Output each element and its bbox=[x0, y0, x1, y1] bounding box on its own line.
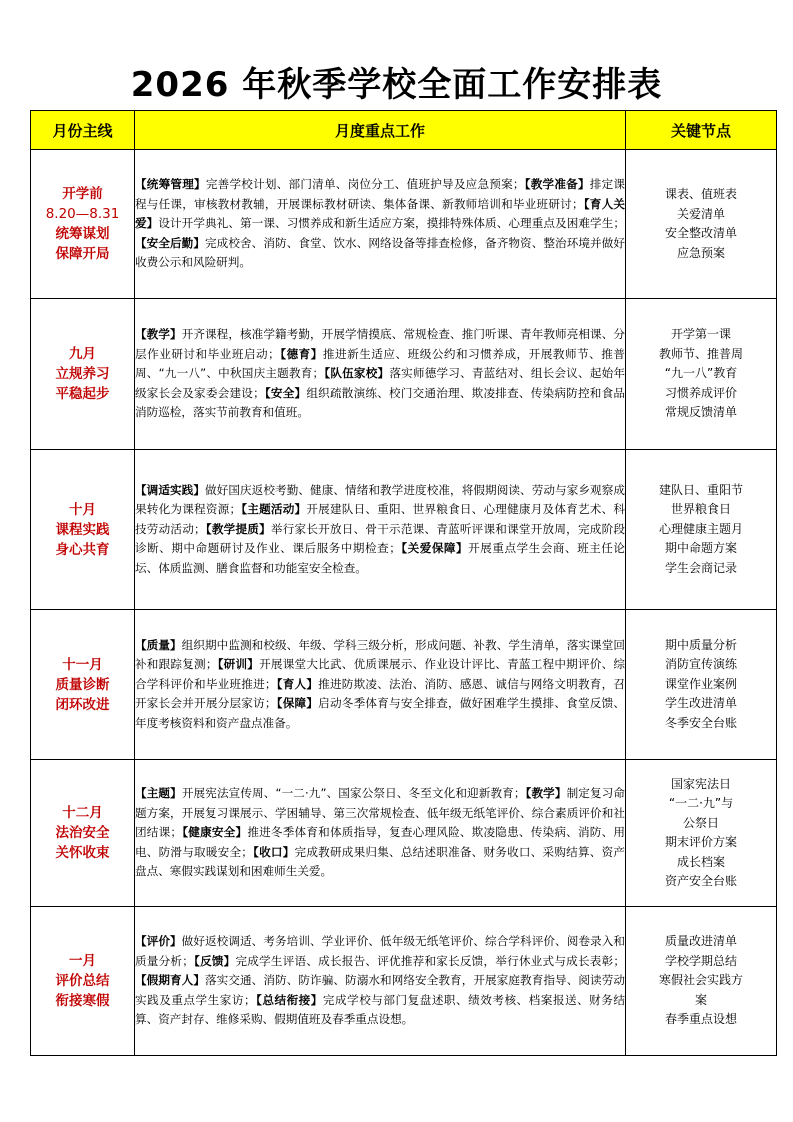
month-line: 衔接寒假 bbox=[55, 993, 110, 1009]
work-text: 做好国庆返校考勤、健康、情绪和教学进度校准，将假期阅读、劳动与家乡观察成果转化为课程资源； bbox=[135, 482, 625, 517]
work-text: 推进冬季体育和体质指导，复查心理风险、欺凌隐患、传染病、消防、用电、防滑与取暖安全； bbox=[135, 825, 625, 859]
key-node: 开学第一课 bbox=[670, 327, 731, 342]
table-row bbox=[31, 299, 777, 450]
work-tag: 【保障】 bbox=[276, 696, 319, 711]
work-tag: 【教学提质】 bbox=[205, 521, 271, 536]
month-line: 8.20—8.31 bbox=[45, 206, 120, 222]
work-tag: 【统筹管理】 bbox=[135, 177, 206, 192]
key-node: 关爱清单 bbox=[676, 206, 725, 221]
key-nodes-cell bbox=[626, 150, 777, 299]
table-row bbox=[31, 450, 777, 610]
month-line: 十二月 bbox=[62, 805, 103, 821]
key-node: 期中质量分析 bbox=[664, 637, 737, 652]
work-tag: 【主题活动】 bbox=[241, 502, 307, 517]
work-tag: 【安全】 bbox=[264, 385, 307, 400]
key-node: 心理健康主题月 bbox=[658, 521, 743, 536]
key-node: 冬季安全台账 bbox=[664, 715, 737, 730]
month-line: 闭环改进 bbox=[55, 696, 110, 713]
work-tag: 【主题】 bbox=[135, 786, 182, 801]
work-text: 落实师德学习、青蓝结对、组长会议、起始年级家长会及家委会建设； bbox=[135, 366, 625, 400]
month-line: 统筹谋划 bbox=[55, 226, 110, 242]
key-nodes-cell bbox=[626, 299, 777, 450]
work-text: 设计开学典礼、第一课、习惯养成和新生适应方案，摸排特殊体质、心理重点及困难学生； bbox=[158, 216, 625, 231]
work-tag: 【育人】 bbox=[276, 676, 319, 691]
key-node: 建队日、重阳节 bbox=[658, 482, 743, 497]
work-text: 落实交通、消防、防诈骗、防溺水和网络安全教育，开展家庭教育指导、阅读劳动实践及重点学生家访； bbox=[135, 973, 625, 1007]
key-node: 课表、值班表 bbox=[664, 187, 737, 201]
work-tag: 【育人关爱】 bbox=[135, 196, 625, 231]
page-title: 2026 年秋季学校全面工作安排表 bbox=[130, 65, 663, 105]
work-text: 推进防欺凌、法治、消防、感恩、诚信与网络文明教育，召开家长会并开展分层家访； bbox=[135, 676, 625, 711]
key-node: 消防宣传演练 bbox=[664, 657, 737, 672]
month-line: 法治安全 bbox=[55, 825, 110, 841]
key-node: 期末评价方案 bbox=[664, 835, 737, 849]
work-text: 开齐课程，核准学籍考勤，开展学情摸底、常规检查、推门听课、青年教师亮相课、分层作业研讨和毕业班启动； bbox=[135, 327, 625, 361]
key-node: 学校学期总结 bbox=[664, 953, 737, 968]
work-text: 完成学校与部门复盘述职、绩效考核、档案报送、财务结算、资产封存、维修采购、假期值班及春季重点设想。 bbox=[135, 992, 625, 1027]
month-line: 课程实践 bbox=[55, 521, 110, 538]
work-cell bbox=[135, 299, 626, 450]
work-text: 组织疏散演练、校门交通治理、欺凌排查、传染病防控和食品消防巡检，落实节前教育和值班。 bbox=[135, 385, 625, 420]
key-nodes-cell bbox=[626, 610, 777, 760]
month-cell bbox=[31, 907, 135, 1056]
table-row bbox=[31, 907, 777, 1056]
key-node: 成长档案 bbox=[676, 854, 725, 869]
key-node: 安全整改清单 bbox=[664, 226, 737, 240]
work-tag: 【研训】 bbox=[217, 657, 260, 672]
header-work: 月度重点工作 bbox=[135, 111, 626, 150]
work-text: 完善学校计划、部门清单、岗位分工、值班护导及应急预案； bbox=[205, 177, 525, 192]
key-node: 公祭日 bbox=[682, 815, 719, 830]
work-text: 做好返校调适、考务培训、学业评价、低年级无纸笔评价、综合学科评价、阅卷录入和质量分析； bbox=[135, 934, 625, 968]
month-cell bbox=[31, 760, 135, 907]
work-cell bbox=[135, 450, 626, 610]
work-tag: 【反馈】 bbox=[193, 953, 236, 968]
work-tag: 【健康安全】 bbox=[182, 825, 248, 840]
work-tag: 【调适实践】 bbox=[135, 482, 206, 497]
work-tag: 【总结衔接】 bbox=[255, 992, 323, 1007]
header-month: 月份主线 bbox=[31, 111, 135, 150]
key-nodes-cell bbox=[626, 907, 777, 1056]
month-line: 保障开局 bbox=[55, 246, 110, 262]
key-node: 习惯养成评价 bbox=[664, 385, 737, 400]
key-node: 期中命题方案 bbox=[664, 541, 737, 556]
header-nodes: 关键节点 bbox=[626, 111, 777, 150]
month-cell bbox=[31, 299, 135, 450]
month-line: 十月 bbox=[69, 501, 96, 518]
key-node: “一二·九”与 bbox=[668, 796, 734, 810]
key-node: 案 bbox=[694, 992, 707, 1007]
work-text: 举行家长开放日、骨干示范课、青蓝听评课和课堂开放周，完成阶段诊断、期中命题研讨及作业、课后服务中期检查； bbox=[135, 521, 625, 556]
work-text: 推进新生适应、班级公约和习惯养成，开展教师节、推普周、“九一八”、中秋国庆主题教育； bbox=[135, 346, 625, 381]
key-node: 资产安全台账 bbox=[664, 874, 737, 888]
month-line: 平稳起步 bbox=[55, 386, 110, 402]
month-line: 评价总结 bbox=[55, 973, 110, 989]
work-text: 制定复习命题方案，开展复习课展示、学困辅导、第三次常规检查、低年级无纸笔评价、综合素质评价和社团结课； bbox=[135, 786, 625, 840]
work-tag: 【安全后勤】 bbox=[135, 235, 206, 250]
month-line: 质量诊断 bbox=[55, 676, 110, 693]
key-node: 常规反馈清单 bbox=[664, 405, 737, 420]
key-nodes-cell bbox=[626, 450, 777, 610]
table-body bbox=[31, 150, 777, 1056]
work-tag: 【假期育人】 bbox=[135, 973, 206, 988]
work-text: 开展重点学生会商、班主任论坛、体质监测、膳食监督和功能室安全检查。 bbox=[135, 541, 625, 575]
month-line: 十一月 bbox=[62, 656, 103, 673]
month-line: 开学前 bbox=[62, 186, 103, 202]
work-tag: 【关爱保障】 bbox=[400, 541, 469, 556]
work-text: 完成学生评语、成长报告、评优推荐和家长反馈，举行休业式与成长表彰； bbox=[235, 953, 625, 968]
work-text: 开展建队日、重阳、世界粮食日、心理健康月及体育艺术、科技劳动活动； bbox=[135, 502, 625, 536]
work-tag: 【质量】 bbox=[135, 637, 182, 652]
work-text: 开展宪法宣传周、“一二·九”、国家公祭日、冬至文化和迎新教育； bbox=[181, 786, 526, 801]
work-text: 排定课程与任课，审核教材教辅，开展课标教材研读、集体备课、新教师培训和毕业班研讨； bbox=[135, 177, 625, 211]
work-plan-table bbox=[30, 110, 777, 1056]
month-line: 关怀收束 bbox=[55, 845, 110, 861]
key-node: 寒假社会实践方 bbox=[658, 973, 743, 988]
month-line: 九月 bbox=[69, 346, 96, 362]
key-node: 教师节、推普周 bbox=[658, 346, 743, 361]
key-node: 学生会商记录 bbox=[664, 560, 737, 575]
work-text: 组织期中监测和校级、年级、学科三级分析，形成问题、补教、学生清单，落实课堂回补和跟踪复测； bbox=[135, 637, 625, 672]
key-node: 质量改进清单 bbox=[664, 934, 737, 949]
work-text: 开展课堂大比武、优质课展示、作业设计评比、青蓝工程中期评价、综合学科评价和毕业班推进； bbox=[135, 657, 625, 691]
key-node: 学生改进清单 bbox=[664, 696, 737, 711]
table-row bbox=[31, 150, 777, 299]
table-row bbox=[31, 610, 777, 760]
work-cell bbox=[135, 610, 626, 760]
work-cell bbox=[135, 150, 626, 299]
month-cell bbox=[31, 150, 135, 299]
work-tag: 【教学】 bbox=[525, 786, 567, 801]
work-tag: 【收口】 bbox=[252, 844, 295, 859]
work-cell bbox=[135, 907, 626, 1056]
work-text: 启动冬季体育与安全排查，做好困难学生摸排、食堂反馈、年度考核资料和资产盘点准备。 bbox=[135, 696, 625, 730]
key-node: 课堂作业案例 bbox=[664, 676, 737, 691]
table-header-row bbox=[31, 111, 777, 150]
month-line: 身心共育 bbox=[55, 541, 110, 558]
work-tag: 【队伍家校】 bbox=[324, 366, 390, 381]
month-cell bbox=[31, 610, 135, 760]
month-line: 一月 bbox=[69, 953, 96, 969]
work-cell bbox=[135, 760, 626, 907]
table-row bbox=[31, 760, 777, 907]
key-nodes-cell bbox=[626, 760, 777, 907]
key-node: 世界粮食日 bbox=[670, 502, 731, 517]
key-node: 春季重点设想 bbox=[664, 1012, 737, 1027]
work-tag: 【德育】 bbox=[279, 346, 323, 361]
key-node: “九一八”教育 bbox=[664, 366, 738, 381]
key-node: 应急预案 bbox=[676, 245, 725, 260]
month-line: 立规养习 bbox=[55, 366, 110, 382]
month-cell bbox=[31, 450, 135, 610]
work-tag: 【评价】 bbox=[135, 934, 182, 949]
work-text: 完成教研成果归集、总结述职准备、财务收口、采购结算、资产盘点、寒假实践谋划和困难师生关爱。 bbox=[135, 844, 625, 879]
work-tag: 【教学准备】 bbox=[524, 177, 590, 192]
key-node: 国家宪法日 bbox=[670, 776, 731, 791]
work-tag: 【教学】 bbox=[135, 327, 182, 342]
work-text: 完成校舍、消防、食堂、饮水、网络设备等排查检修，备齐物资、整治环境并做好收费公示和风险研判。 bbox=[135, 235, 625, 270]
